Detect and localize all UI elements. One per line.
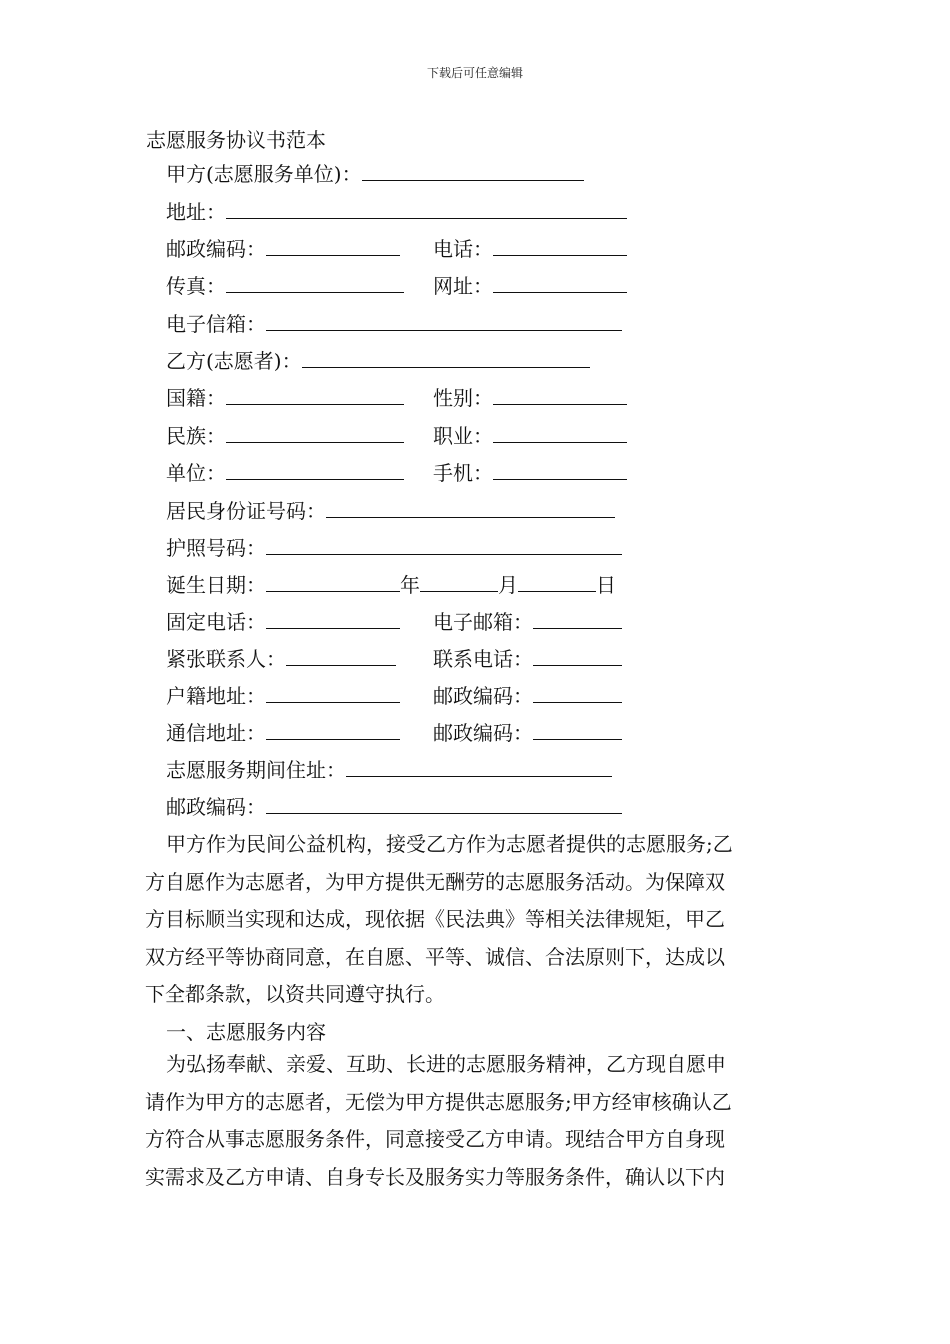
birth-month-blank[interactable] (420, 571, 498, 592)
landline-label: 固定电话： (166, 610, 266, 634)
household-address-blank[interactable] (266, 682, 400, 703)
postcode3-blank[interactable] (533, 719, 622, 740)
gender-label: 性别： (433, 386, 493, 410)
page-header: 下载后可任意编辑 (426, 66, 523, 80)
occupation-label: 职业： (433, 424, 493, 448)
nationality-blank[interactable] (226, 384, 404, 405)
year-label: 年 (400, 573, 420, 597)
emergency-contact-blank[interactable] (286, 645, 396, 666)
birth-day-blank[interactable] (518, 571, 596, 592)
postcode-blank[interactable] (266, 235, 400, 256)
fax-label: 传真： (166, 274, 226, 298)
paragraph-line: 双方经平等协商同意，在自愿、平等、诚信、合法原则下，达成以 (145, 944, 725, 969)
paragraph-line: 方目标顺当实现和达成，现依据《民法典》等相关法律规矩，甲乙 (145, 907, 725, 931)
section-heading: 一、志愿服务内容 (166, 1020, 326, 1044)
employer-label: 单位： (166, 461, 226, 485)
fax-field (166, 272, 404, 299)
address-field (166, 198, 627, 225)
occupation-blank[interactable] (493, 422, 627, 443)
postcode2-blank[interactable] (533, 682, 622, 703)
passport-label: 护照号码： (166, 536, 266, 560)
party-a-field (166, 160, 584, 187)
postcode3-label: 邮政编码： (433, 721, 533, 745)
nationality-field (166, 384, 404, 411)
postcode2-field (433, 682, 622, 709)
gender-blank[interactable] (493, 384, 627, 405)
landline-blank[interactable] (266, 608, 400, 629)
ethnicity-field (166, 422, 404, 449)
paragraph-line: 方符合从事志愿服务条件，同意接受乙方申请。现结合甲方自身现 (145, 1127, 725, 1151)
phone-blank[interactable] (493, 235, 627, 256)
postcode4-field (166, 793, 622, 820)
postcode4-label: 邮政编码： (166, 795, 266, 819)
postcode3-field (433, 719, 622, 746)
day-label: 日 (596, 573, 616, 597)
email-label: 电子邮箱： (433, 610, 533, 634)
household-address-label: 户籍地址： (166, 684, 266, 708)
passport-field (166, 534, 622, 561)
service-residence-blank[interactable] (346, 756, 612, 777)
birth-date-field (166, 571, 616, 598)
website-blank[interactable] (493, 272, 627, 293)
fax-blank[interactable] (226, 272, 404, 293)
paragraph-line: 实需求及乙方申请、自身专长及服务实力等服务条件，确认以下内 (145, 1164, 725, 1189)
mailing-address-field (166, 719, 400, 746)
birth-year-blank[interactable] (266, 571, 400, 592)
landline-field (166, 608, 400, 635)
service-residence-field (166, 756, 612, 783)
id-number-field (166, 497, 615, 524)
occupation-field (433, 422, 627, 449)
birth-date-label: 诞生日期： (166, 573, 266, 597)
party-b-blank[interactable] (302, 347, 590, 368)
website-field (433, 272, 627, 299)
postcode-field (166, 235, 400, 262)
phone-label: 电话： (433, 237, 493, 261)
ethnicity-label: 民族： (166, 424, 226, 448)
website-label: 网址： (433, 274, 493, 298)
postcode-label: 邮政编码： (166, 237, 266, 261)
id-number-label: 居民身份证号码： (166, 499, 326, 523)
contact-phone-label: 联系电话： (433, 647, 533, 671)
party-b-label: 乙方(志愿者)： (166, 349, 302, 373)
phone-field (433, 235, 627, 262)
address-label: 地址： (166, 200, 226, 224)
email-box-blank[interactable] (266, 310, 622, 331)
mailing-address-label: 通信地址： (166, 721, 266, 745)
party-a-label: 甲方(志愿服务单位)： (166, 162, 362, 186)
email-box-label: 电子信箱： (166, 312, 266, 336)
emergency-contact-field (166, 645, 396, 672)
mobile-field (433, 459, 627, 486)
postcode4-blank[interactable] (266, 793, 622, 814)
mobile-label: 手机： (433, 461, 493, 485)
party-a-blank[interactable] (362, 160, 584, 181)
gender-field (433, 384, 627, 411)
service-content-paragraph (145, 1046, 805, 1196)
postcode2-label: 邮政编码： (433, 684, 533, 708)
address-blank[interactable] (226, 198, 627, 219)
email-box-field (166, 310, 622, 337)
contact-phone-blank[interactable] (533, 645, 622, 666)
paragraph-line: 方自愿作为志愿者，为甲方提供无酬劳的志愿服务活动。为保障双 (145, 869, 725, 894)
mobile-blank[interactable] (493, 459, 627, 480)
intro-paragraph (145, 826, 805, 1014)
document-title: 志愿服务协议书范本 (146, 128, 326, 152)
paragraph-line: 请作为甲方的志愿者，无偿为甲方提供志愿服务;甲方经审核确认乙 (145, 1089, 732, 1114)
service-residence-label: 志愿服务期间住址： (166, 758, 346, 782)
party-b-field (166, 347, 590, 374)
emergency-contact-label: 紧张联系人： (166, 647, 286, 671)
passport-blank[interactable] (266, 534, 622, 555)
paragraph-line: 甲方作为民间公益机构，接受乙方作为志愿者提供的志愿服务;乙 (166, 832, 733, 856)
nationality-label: 国籍： (166, 386, 226, 410)
month-label: 月 (498, 573, 518, 597)
employer-blank[interactable] (226, 459, 404, 480)
paragraph-line: 下全都条款，以资共同遵守执行。 (145, 982, 445, 1006)
mailing-address-blank[interactable] (266, 719, 400, 740)
paragraph-line: 为弘扬奉献、亲爱、互助、长进的志愿服务精神，乙方现自愿申 (166, 1052, 726, 1076)
email-blank[interactable] (533, 608, 622, 629)
id-number-blank[interactable] (326, 497, 615, 518)
contact-phone-field (433, 645, 622, 672)
household-address-field (166, 682, 400, 709)
ethnicity-blank[interactable] (226, 422, 404, 443)
email-field (433, 608, 622, 635)
employer-field (166, 459, 404, 486)
